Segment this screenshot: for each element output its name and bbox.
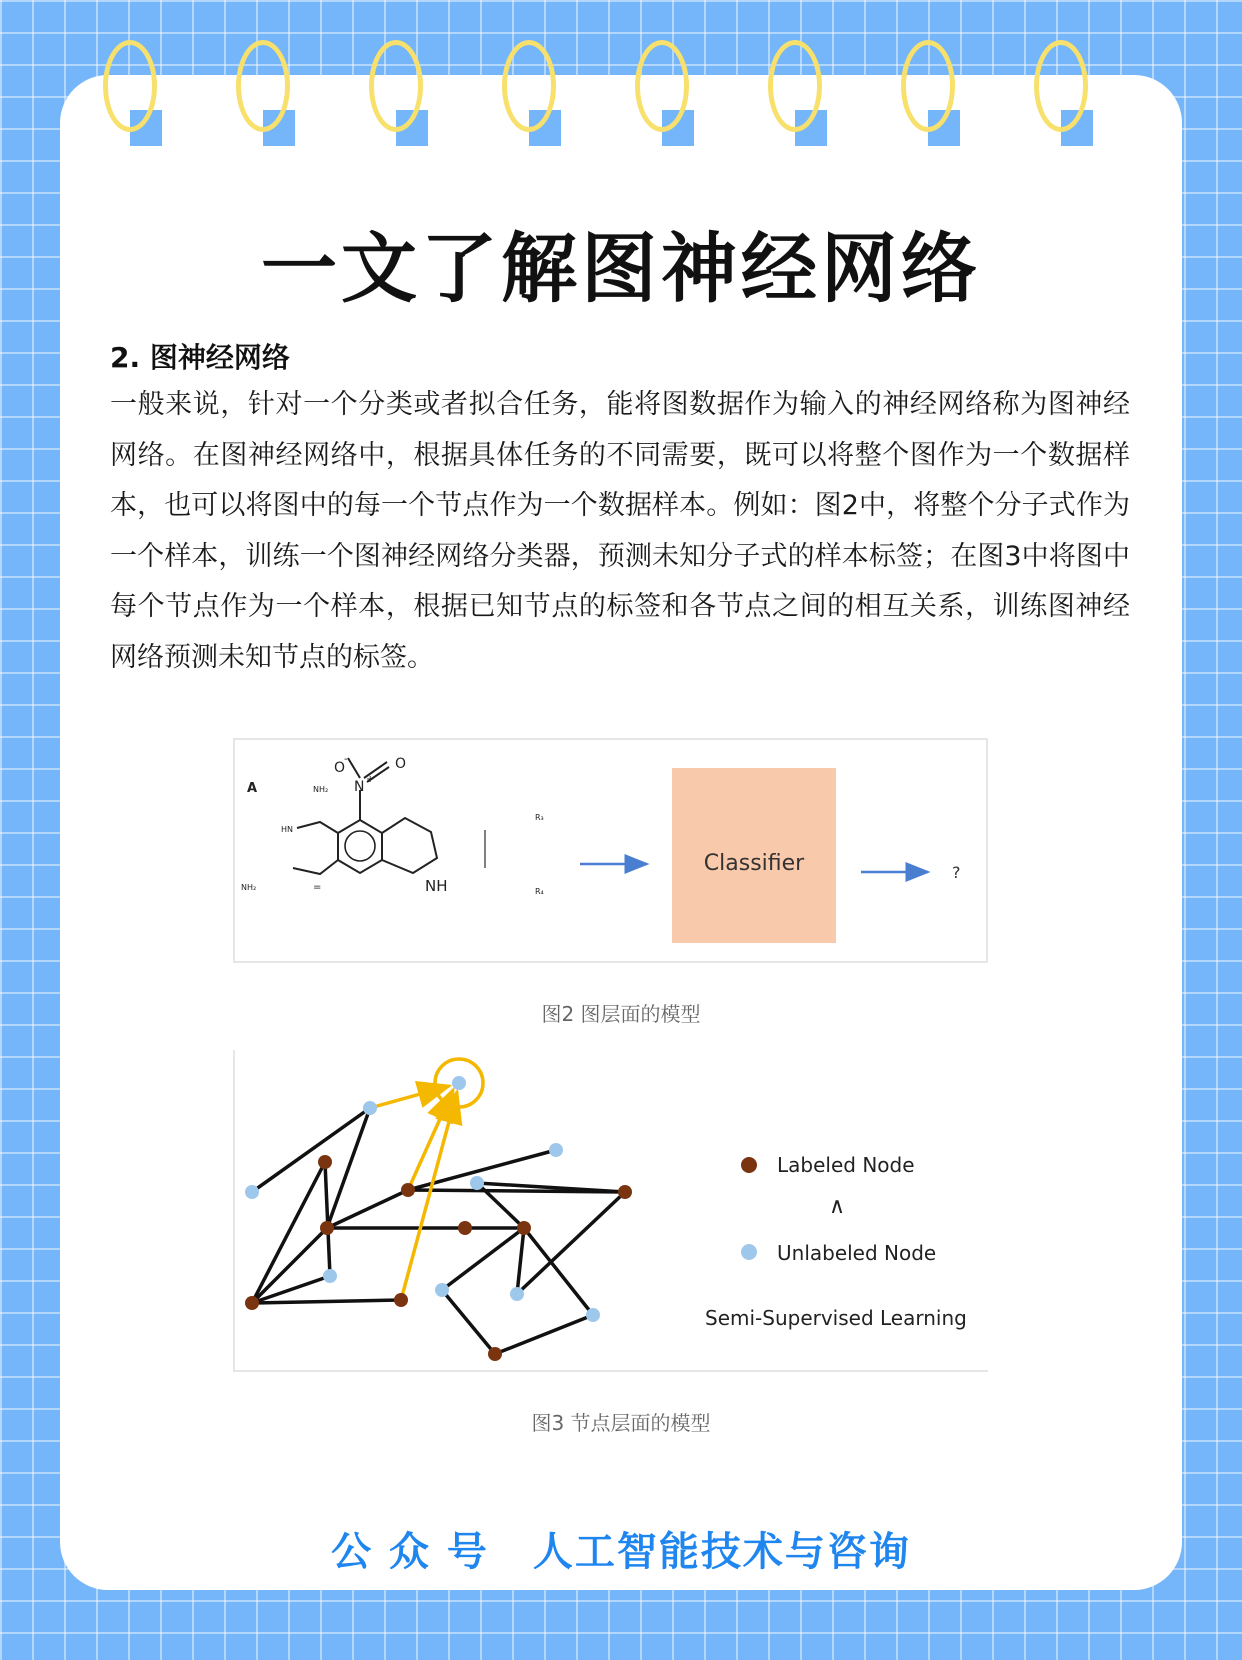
legend-labeled-dot: [741, 1157, 757, 1173]
label-r3: R₃: [535, 813, 544, 822]
atom-nh: NH: [425, 877, 448, 895]
legend-labeled-text: Labeled Node: [777, 1153, 915, 1177]
legend-unlabeled-text: Unlabeled Node: [777, 1241, 937, 1265]
legend-unlabeled-dot: [741, 1244, 757, 1260]
unlabeled-node: [245, 1185, 259, 1199]
legend-symbol: ∧: [828, 1194, 846, 1219]
molecule-structure: [293, 758, 485, 874]
atom-n-plus-charge: +: [366, 774, 375, 785]
atom-o: O: [395, 756, 407, 772]
binder-ring: [635, 40, 689, 132]
labeled-node: [517, 1221, 531, 1235]
label-r4: R₄: [535, 887, 544, 896]
binder-ring: [901, 40, 955, 132]
unlabeled-node: [586, 1308, 600, 1322]
atom-hn: HN: [281, 825, 293, 834]
binder-ring: [236, 40, 290, 132]
footer-account-name: 人工智能技术与咨询: [532, 1529, 911, 1575]
figure-graph-level-model: [233, 738, 988, 963]
figure3-svg: [235, 1050, 988, 1370]
labeled-nodes: [245, 1155, 632, 1361]
binder-ring: [502, 40, 556, 132]
labeled-node: [618, 1185, 632, 1199]
unlabeled-node: [363, 1101, 377, 1115]
figure-node-level-model: [233, 1050, 988, 1372]
labeled-node: [320, 1221, 334, 1235]
unlabeled-nodes: [245, 1076, 600, 1322]
classifier-label: Classifier: [703, 851, 805, 876]
unlabeled-node: [435, 1283, 449, 1297]
section-body: 一般来说，针对一个分类或者拟合任务，能将图数据作为输入的神经网络称为图神经网络。在图神经网络中，根据具体任务的不同需要，既可以将整个图作为一个数据样本，也可以将图中的每一个节点作为一个数据样本。例如：图2中，将整个分子式作为一个样本，训练一个图神经网络分类器，预测未知分子式的样本标签；在图3中将图中每个节点作为一个样本，根据已知节点的标签和各节点之间的相互关系，训练图神经网络预测未知节点的标签。: [110, 389, 1130, 673]
legend-method-text: Semi-Supervised Learning: [705, 1306, 967, 1330]
binder-ring: [103, 40, 157, 132]
labeled-node: [394, 1293, 408, 1307]
unlabeled-node: [510, 1287, 524, 1301]
page-title: 一文了解图神经网络: [261, 224, 981, 313]
figure2-svg: [235, 740, 986, 961]
atom-n-plus: N: [354, 779, 365, 795]
labeled-node: [245, 1296, 259, 1310]
unlabeled-node: [470, 1176, 484, 1190]
labeled-node: [488, 1347, 502, 1361]
footer: [0, 1520, 1242, 1577]
panel-label: A: [247, 781, 258, 796]
labeled-node: [401, 1183, 415, 1197]
unlabeled-node: [452, 1076, 466, 1090]
atom-nh2-top: NH₂: [313, 785, 329, 794]
labeled-node: [458, 1221, 472, 1235]
atom-o-minus-charge: -: [344, 754, 348, 765]
figure2-caption: 图2 图层面的模型: [541, 1002, 701, 1026]
footer-account-label: 公 众 号: [331, 1529, 489, 1575]
atom-double-bond: =: [313, 882, 322, 893]
figure3-caption: 图3 节点层面的模型: [531, 1411, 711, 1435]
graph-edges: [252, 1108, 625, 1354]
binder-ring: [369, 40, 423, 132]
output-label: ?: [952, 863, 961, 882]
unlabeled-node: [323, 1269, 337, 1283]
atom-nh2-bottom: NH₂: [241, 883, 257, 892]
labeled-node: [318, 1155, 332, 1169]
atom-o-minus: O: [334, 760, 346, 776]
binder-ring: [768, 40, 822, 132]
highlight-paths: [370, 1059, 483, 1300]
section-heading: 2. 图神经网络: [110, 341, 290, 374]
unlabeled-node: [549, 1143, 563, 1157]
binder-ring: [1034, 40, 1088, 132]
